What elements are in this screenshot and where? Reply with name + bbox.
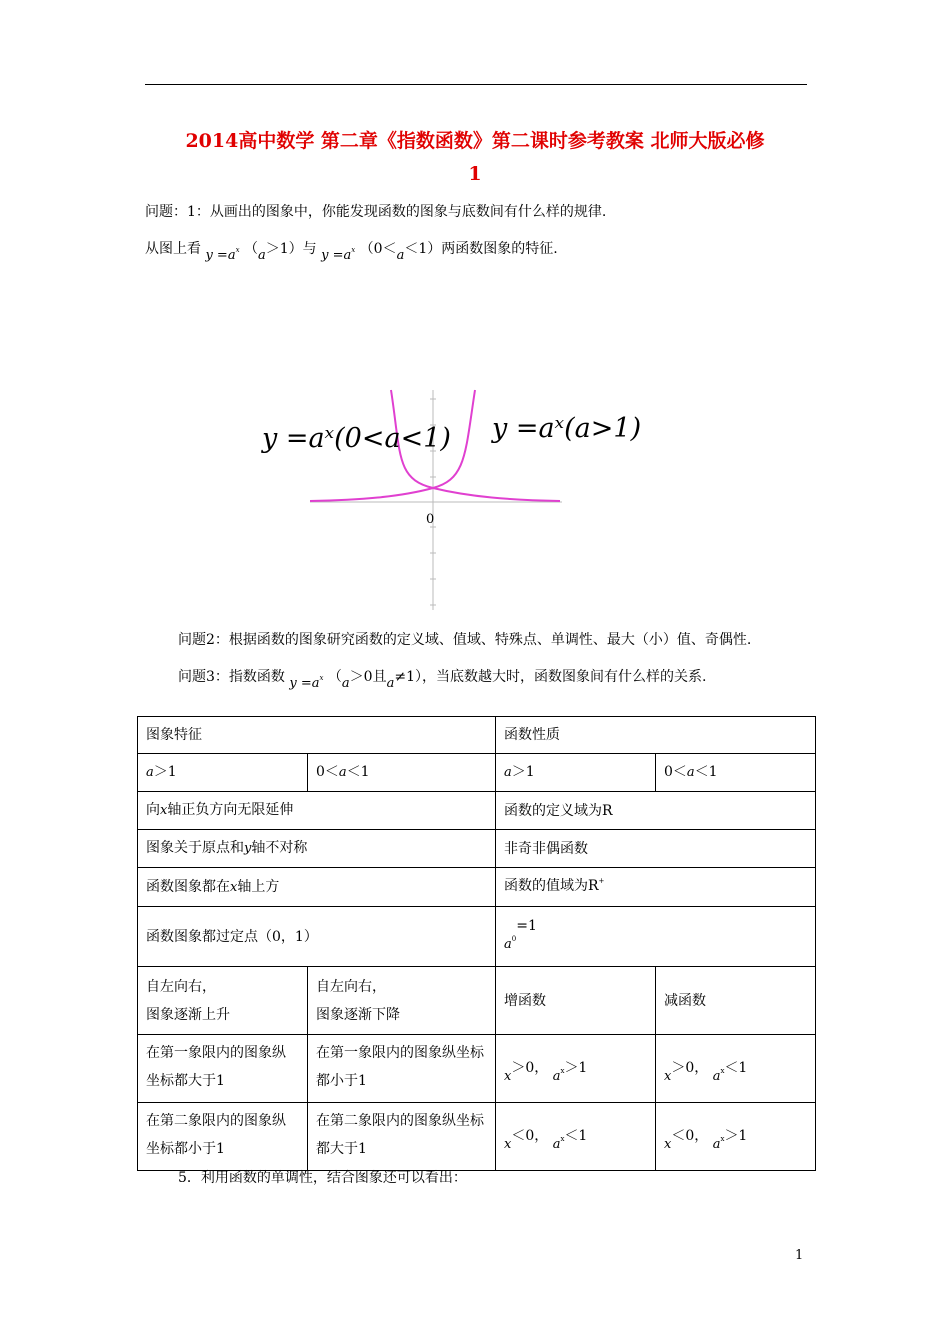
table-row (138, 1103, 816, 1171)
cell-a-lt-1: 0＜a＜1 (656, 754, 816, 792)
cell-quadrant1-lt: 在第一象限内的图象纵坐标都小于1 (308, 1035, 496, 1103)
table-row (138, 830, 816, 868)
table-row (138, 967, 816, 1035)
cell-x-gt0-ax-lt1: x＞0， $a^x<1$ (656, 1035, 816, 1103)
cell-x-gt0-ax-gt1: x＞0， $a^x>1$ (496, 1035, 656, 1103)
cell-increasing: 增函数 (496, 967, 656, 1035)
cell-a-gt-1: a＞1 (496, 754, 656, 792)
question-1: 问题：1：从画出的图象中，你能发现函数的图象与底数间有什么样的规律. (145, 204, 607, 220)
doc-title-line2: 1 (468, 163, 482, 185)
cell-x-lt0-ax-gt1: x＜0， $a^x>1$ (656, 1103, 816, 1171)
header-rule (145, 84, 807, 85)
cell-fixed-point: 函数图象都过定点（0，1） (138, 907, 496, 967)
graph-label-right: y =aˣ(a>1) (492, 413, 642, 444)
cell-x-lt0-ax-lt1: x＜0， $a^x<1$ (496, 1103, 656, 1171)
question-5: 5．利用函数的单调性，结合图象还可以看出： (178, 1170, 467, 1186)
cell-not-symmetric: 图象关于原点和y轴不对称 (138, 830, 496, 868)
cell-rising: 自左向右， 图象逐渐上升 (138, 967, 308, 1035)
table-row (138, 907, 816, 967)
cell-quadrant1-gt: 在第一象限内的图象纵坐标都大于1 (138, 1035, 308, 1103)
graph-label-left: y =aˣ(0<a<1) (262, 423, 451, 454)
cell-falling: 自左向右， 图象逐渐下降 (308, 967, 496, 1035)
cell-quadrant2-lt: 在第二象限内的图象纵坐标都小于1 (138, 1103, 308, 1171)
doc-title: 2014高中数学 第二章《指数函数》第二课时参考教案 北师大版必修 (185, 130, 765, 152)
table-row (138, 717, 816, 754)
cell-quadrant2-gt: 在第二象限内的图象纵坐标都大于1 (308, 1103, 496, 1171)
cell-range: 函数的值域为R+ (496, 868, 816, 907)
cell-extends-x: 向x轴正负方向无限延伸 (138, 792, 496, 830)
table-row (138, 868, 816, 907)
properties-table (137, 716, 816, 1171)
question-3: 问题3：指数函数 $y =a^x$ （a＞0且a≠1），当底数越大时，函数图象间有什么样的关系. (178, 669, 707, 691)
header-image-features: 图象特征 (138, 717, 496, 754)
table-row (138, 1035, 816, 1103)
question-1b: 从图上看 $y =a^x$ （a＞1）与 $y =a^x$ （0＜a＜1）两函数图象的特征. (145, 241, 558, 263)
graph-origin-label: 0 (426, 512, 435, 527)
table-row (138, 754, 816, 792)
header-function-properties: 函数性质 (496, 717, 816, 754)
cell-a-gt-1: a＞1 (138, 754, 308, 792)
cell-domain: 函数的定义域为R (496, 792, 816, 830)
cell-neither-odd-even: 非奇非偶函数 (496, 830, 816, 868)
page-number: 1 (795, 1248, 804, 1263)
cell-decreasing: 减函数 (656, 967, 816, 1035)
cell-above-x-axis: 函数图象都在x轴上方 (138, 868, 496, 907)
cell-a-pow-0: $a^0=1$ (496, 907, 816, 967)
exponential-graph (250, 385, 642, 615)
table-row (138, 792, 816, 830)
question-2: 问题2：根据函数的图象研究函数的定义域、值域、特殊点、单调性、最大（小）值、奇偶性. (178, 632, 752, 648)
cell-a-lt-1: 0＜a＜1 (308, 754, 496, 792)
